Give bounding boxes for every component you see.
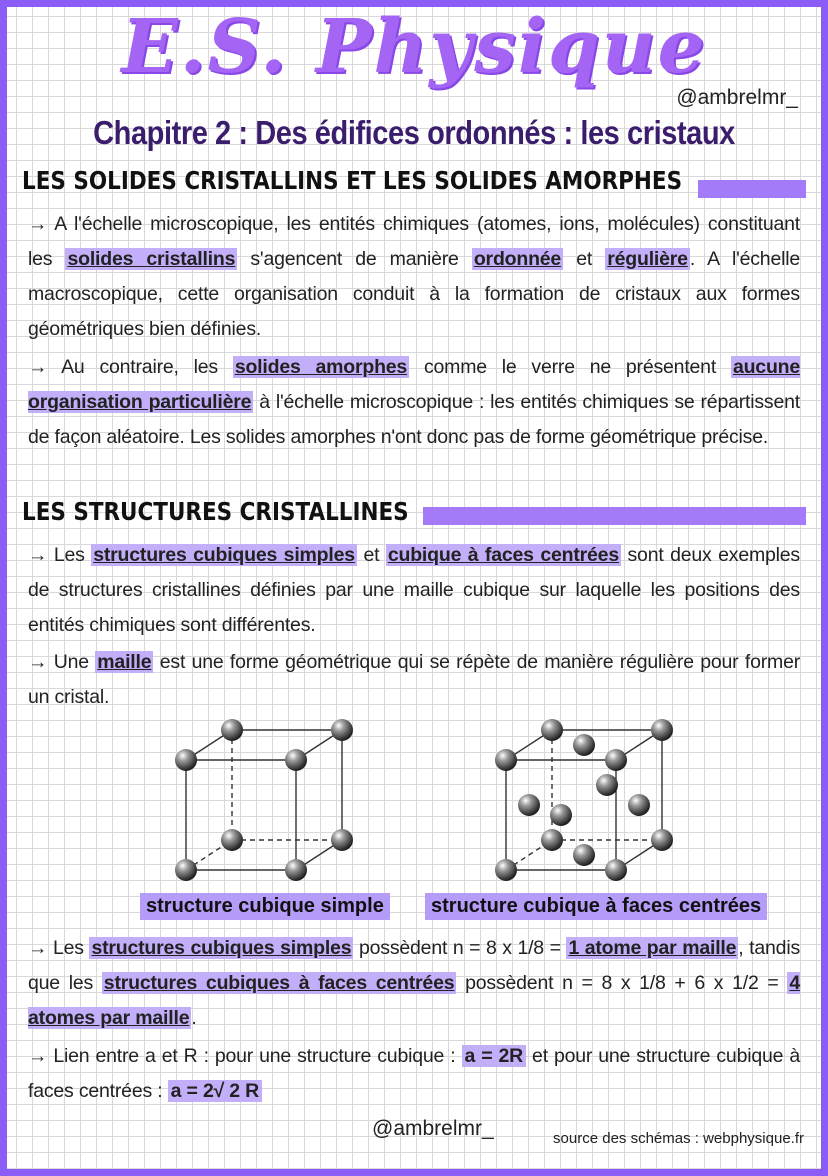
face-atom bbox=[550, 804, 572, 826]
section-heading-solids: LES SOLIDES CRISTALLINS ET LES SOLIDES AMORPHES bbox=[22, 166, 683, 195]
source-credit: source des schémas : webphysique.fr bbox=[553, 1130, 804, 1147]
atom bbox=[221, 719, 243, 741]
highlight-term: structures cubiques simples bbox=[93, 544, 355, 566]
arrow-icon: → bbox=[28, 544, 48, 566]
highlight-term: régulière bbox=[607, 248, 688, 270]
atom bbox=[285, 749, 307, 771]
heading-bar bbox=[423, 507, 806, 525]
text: et bbox=[356, 544, 386, 566]
highlight-term: solides cristallins bbox=[67, 248, 236, 270]
text: Au contraire, les bbox=[47, 356, 233, 378]
atom bbox=[495, 749, 517, 771]
paragraph-a-r-relation bbox=[28, 1039, 800, 1109]
highlight-term: 4 atomes par maille bbox=[28, 972, 800, 1029]
atom bbox=[651, 829, 673, 851]
atom bbox=[331, 829, 353, 851]
text: possèdent n = 8 x 1/8 = bbox=[353, 937, 567, 959]
text: . bbox=[191, 1007, 197, 1029]
text: est une forme géométrique qui se répète de manière régulière pour former un cristal. bbox=[28, 651, 801, 708]
face-atom bbox=[628, 794, 650, 816]
paragraph-atom-count bbox=[28, 931, 800, 1036]
text: à l'échelle microscopique : les entités chimiques se répartissent de façon aléatoire. Les solides amorphes n'ont donc pas de forme géométrique précise. bbox=[28, 391, 800, 448]
text: et pour une structure cubique à faces centrées : bbox=[28, 1045, 800, 1102]
paragraph-amorphous bbox=[28, 350, 800, 455]
formula-simple: a = 2R bbox=[462, 1045, 526, 1067]
atom bbox=[331, 719, 353, 741]
paragraph-maille bbox=[28, 645, 800, 715]
text: Lien entre a et R : pour une structure cubique : bbox=[47, 1045, 462, 1067]
text: Les bbox=[47, 544, 92, 566]
highlight-term: ordonnée bbox=[473, 248, 562, 270]
highlight-term: structures cubiques simples bbox=[91, 937, 352, 959]
highlight-term: cubique à faces centrées bbox=[387, 544, 619, 566]
atom bbox=[175, 749, 197, 771]
fcc-diagram bbox=[480, 710, 700, 890]
author-handle: @ambrelmr_ bbox=[676, 86, 798, 109]
text: . A l'échelle macroscopique, cette organisation conduit à la formation de cristaux aux formes géométriques bien définies. bbox=[28, 248, 801, 340]
arrow-icon: → bbox=[28, 1045, 48, 1067]
highlight-term: aucune organisation particulière bbox=[28, 356, 801, 413]
text: Une bbox=[47, 651, 96, 673]
arrow-icon: → bbox=[28, 651, 48, 673]
arrow-icon: → bbox=[28, 213, 48, 235]
chapter-title: Chapitre 2 : Des édifices ordonnés : les cristaux bbox=[93, 114, 735, 151]
arrow-icon: → bbox=[28, 356, 48, 378]
paragraph-crystalline bbox=[28, 207, 800, 347]
caption-fcc: structure cubique à faces centrées bbox=[425, 893, 767, 920]
highlight-term: solides amorphes bbox=[234, 356, 408, 378]
atoms bbox=[175, 719, 353, 881]
text: s'agencent de manière bbox=[237, 248, 472, 270]
atom bbox=[605, 859, 627, 881]
section-heading-structures: LES STRUCTURES CRISTALLINES bbox=[22, 497, 409, 526]
atom bbox=[495, 859, 517, 881]
atom bbox=[285, 859, 307, 881]
paragraph-structures bbox=[28, 538, 800, 643]
text: et bbox=[563, 248, 606, 270]
face-atom bbox=[518, 794, 540, 816]
highlight-term: structures cubiques à faces centrées bbox=[103, 972, 455, 994]
atom bbox=[221, 829, 243, 851]
text: comme le verre ne présentent bbox=[409, 356, 731, 378]
atom bbox=[541, 829, 563, 851]
page-title: E.S. Physique bbox=[121, 4, 707, 90]
highlight-term: 1 atome par maille bbox=[568, 937, 737, 959]
face-atom bbox=[573, 734, 595, 756]
atom bbox=[651, 719, 673, 741]
text: sont deux exemples de structures cristallines définies par une maille cubique sur laquelle les positions des entités chimiques sont différentes. bbox=[28, 544, 800, 636]
formula-fcc: a = 2√ 2 R bbox=[168, 1080, 262, 1102]
atom bbox=[541, 719, 563, 741]
face-atom bbox=[596, 774, 618, 796]
text: A l'échelle microscopique, les entités chimiques (atomes, ions, molécules) constituant les bbox=[28, 213, 800, 270]
caption-simple-cubic: structure cubique simple bbox=[140, 893, 390, 920]
face-atom bbox=[573, 844, 595, 866]
simple-cubic-diagram bbox=[160, 710, 380, 890]
cube-edges bbox=[186, 730, 342, 870]
text: Les bbox=[47, 937, 90, 959]
footer-handle: @ambrelmr_ bbox=[372, 1117, 494, 1140]
text: possèdent n = 8 x 1/8 + 6 x 1/2 = bbox=[456, 972, 788, 994]
arrow-icon: → bbox=[28, 937, 48, 959]
heading-bar bbox=[698, 180, 806, 198]
text: , tandis que les bbox=[28, 937, 800, 994]
atoms bbox=[495, 719, 673, 881]
atom bbox=[175, 859, 197, 881]
atom bbox=[605, 749, 627, 771]
highlight-term: maille bbox=[97, 651, 152, 673]
